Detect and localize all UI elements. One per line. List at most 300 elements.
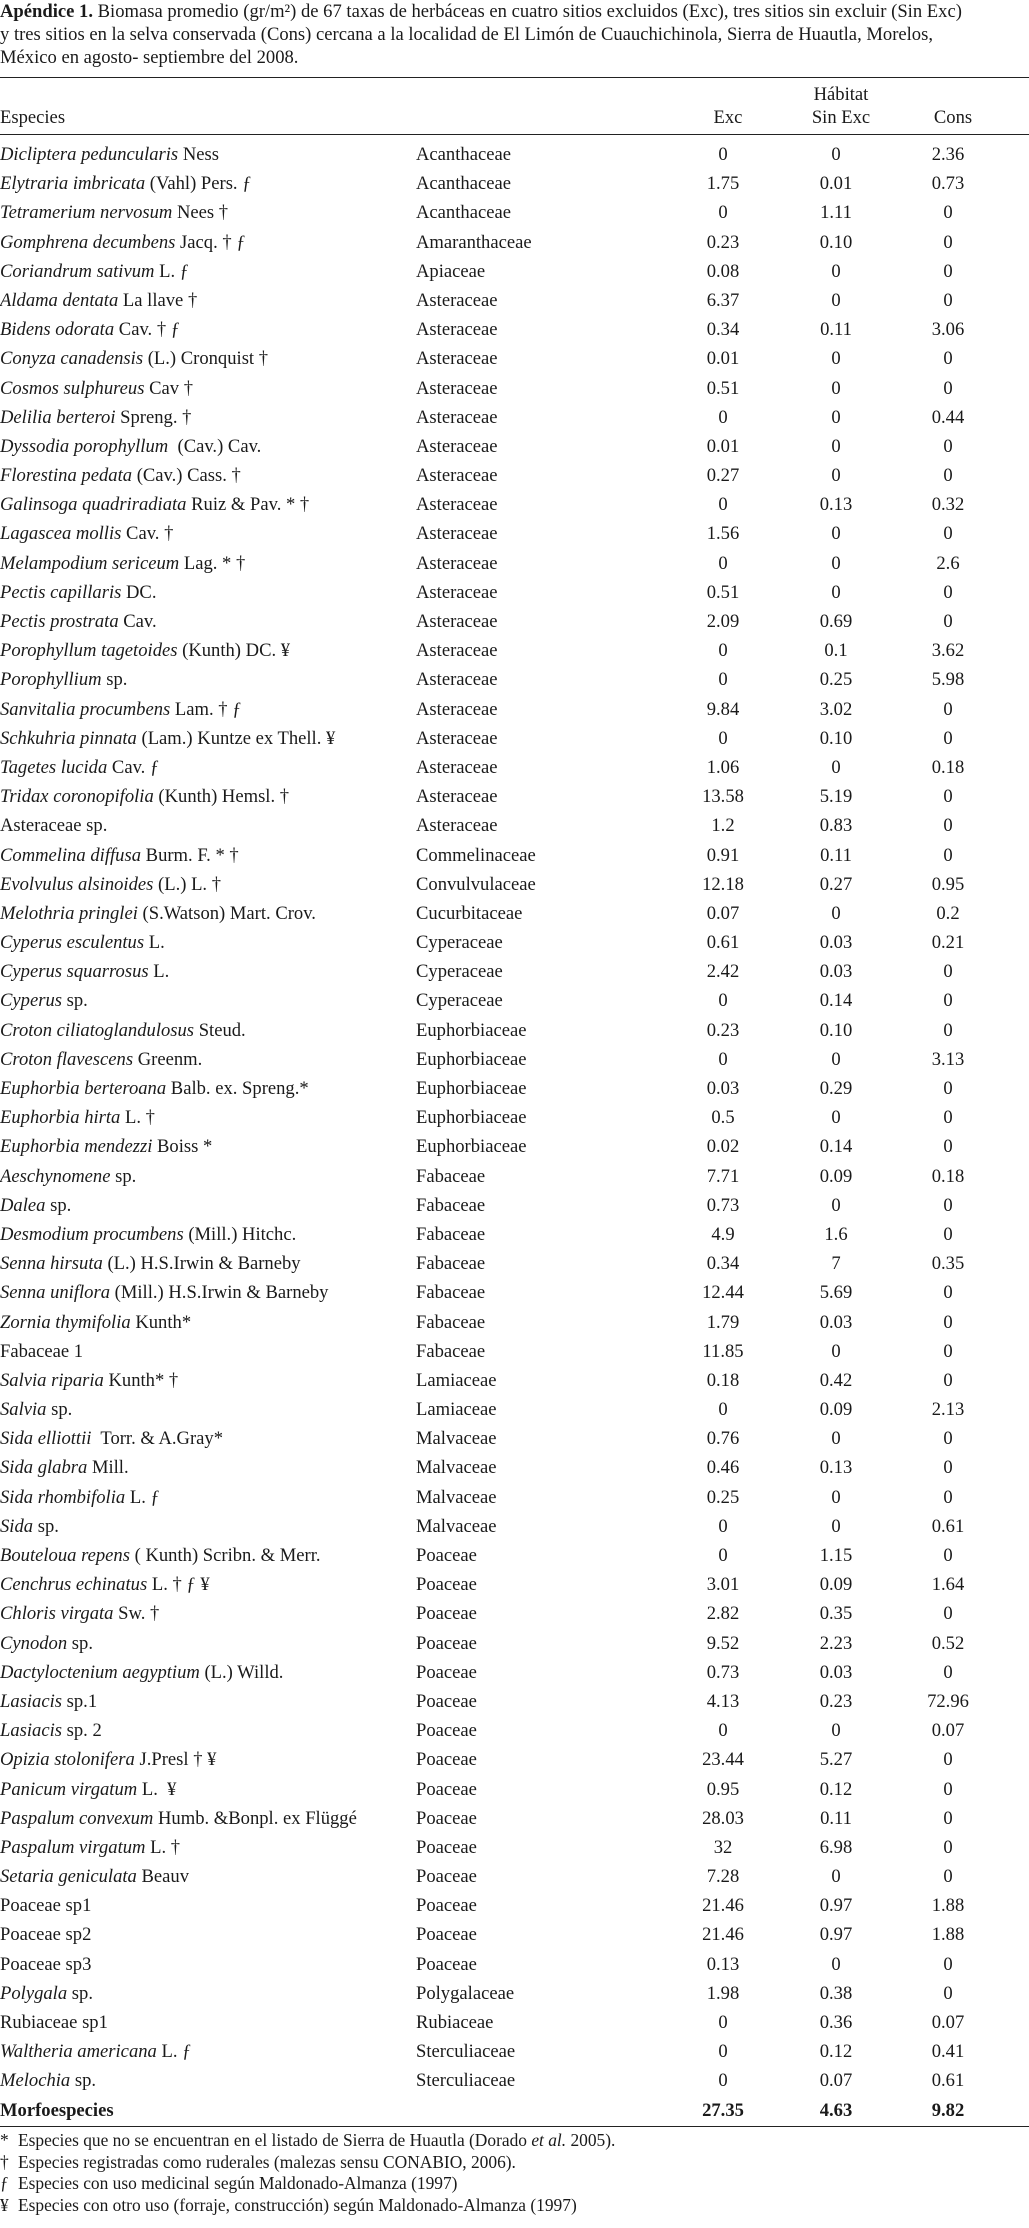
species-authority: sp. 2 (62, 1720, 102, 1742)
table-row (0, 1220, 1029, 1249)
species-authority: Humb. &Bonpl. ex Flüggé (153, 1807, 357, 1829)
family-cell: Commelinaceae (416, 844, 536, 866)
cons-value: 1.64 (931, 1574, 965, 1596)
sin-exc-value: 0 (831, 348, 841, 370)
sin-exc-value: 0 (831, 465, 841, 487)
sin-exc-value: 0.03 (819, 932, 853, 954)
species-name (0, 1483, 160, 1512)
family-cell: Poaceae (416, 1690, 477, 1712)
family-cell: Polygalaceae (416, 1982, 515, 2004)
family-cell: Malvaceae (416, 1428, 497, 1450)
table-row (0, 315, 1029, 344)
cons-value: 0 (943, 348, 953, 370)
family-cell: Fabaceae (416, 1165, 486, 1187)
species-authority: Kunth* (130, 1311, 192, 1333)
species-binomial: Euphorbia berteroana (0, 1078, 167, 1099)
species-name (0, 1950, 91, 1979)
exc-value: 0.73 (706, 1194, 740, 1216)
species-authority: sp.1 (62, 1690, 98, 1712)
species-authority: Mill. (87, 1457, 129, 1479)
cons-value: 0.95 (931, 873, 965, 895)
table-row (0, 490, 1029, 519)
species-binomial: Melochia (0, 2070, 71, 2092)
footnote (0, 2195, 1029, 2217)
footnote-symbol: ƒ (0, 2173, 9, 2194)
species-authority: (L.) H.S.Irwin & Barneby (102, 1253, 301, 1275)
header-sin-exc: Sin Exc (811, 107, 871, 128)
table-row (0, 1745, 1029, 1774)
sin-exc-value: 0 (831, 289, 841, 311)
family-cell: Poaceae (416, 1632, 477, 1654)
species-binomial: Evolvulus alsinoides (0, 873, 154, 895)
cons-value: 0.44 (931, 406, 965, 428)
table-row (0, 432, 1029, 461)
species-authority: La llave † (118, 289, 198, 311)
table-row (0, 519, 1029, 548)
table-row (0, 1045, 1029, 1074)
family-cell: Asteraceae (416, 815, 498, 837)
exc-value: 0 (718, 1515, 728, 1537)
sin-exc-value: 0.03 (819, 1311, 853, 1333)
sin-exc-value: 0 (831, 1720, 841, 1742)
family-cell: Asteraceae (416, 377, 498, 399)
footnote-text: Especies con uso medicinal según Maldonado-Almanza (1997) (18, 2173, 458, 2194)
caption-line-3: México en agosto- septiembre del 2008. (0, 47, 299, 68)
species-name (0, 607, 157, 636)
species-binomial: Cyperus esculentus (0, 932, 145, 954)
species-binomial: Dyssodia porophyllum (0, 435, 169, 457)
sin-exc-value: 0 (831, 1486, 841, 1508)
total-cons: 9.82 (931, 2099, 965, 2121)
species-binomial: Melampodium sericeum (0, 552, 180, 574)
species-binomial: Croton flavescens (0, 1048, 134, 1070)
species-binomial: Bouteloua repens (0, 1545, 130, 1566)
sin-exc-value: 0.09 (819, 1165, 853, 1187)
exc-value: 1.79 (706, 1311, 740, 1333)
exc-value: 0.25 (706, 1486, 740, 1508)
species-authority: (Mill.) H.S.Irwin & Barneby (110, 1282, 329, 1304)
species-binomial: Tridax coronopifolia (0, 786, 154, 808)
cons-value: 0 (943, 1603, 953, 1625)
family-cell: Asteraceae (416, 435, 498, 457)
species-authority: Fabaceae 1 (0, 1340, 84, 1362)
sin-exc-value: 0.69 (819, 611, 853, 632)
sin-exc-value: 0 (831, 523, 841, 545)
species-name (0, 2037, 191, 2066)
species-name (0, 1016, 246, 1045)
sin-exc-value: 0 (831, 581, 841, 603)
family-cell: Asteraceae (416, 494, 498, 516)
cons-value: 0 (943, 1194, 953, 1216)
exc-value: 0.01 (706, 435, 740, 457)
footnote-text: Especies con otro uso (forraje, construcción) según Maldonado-Almanza (1997) (18, 2194, 577, 2215)
species-authority: L. † ƒ ¥ (147, 1574, 210, 1596)
footnote-text: Especies que no se encuentran en el listado de Sierra de Huautla (Dorado (18, 2130, 532, 2150)
species-name (0, 257, 189, 286)
species-authority: Torr. & A.Gray* (91, 1428, 224, 1450)
cons-value: 2.13 (931, 1399, 965, 1421)
species-name (0, 753, 159, 782)
cons-value: 0 (943, 1340, 953, 1362)
caption-label: Apéndice 1. (0, 1, 93, 22)
table-row (0, 286, 1029, 315)
sin-exc-value: 0.14 (819, 1136, 853, 1158)
species-name (0, 1833, 180, 1862)
cons-value: 0 (943, 1953, 953, 1975)
cons-value: 0 (943, 1428, 953, 1450)
species-authority: sp. (67, 1982, 93, 2004)
table-row (0, 1512, 1029, 1541)
species-name (0, 636, 290, 665)
species-name (0, 461, 241, 490)
table-row (0, 1337, 1029, 1366)
cons-value: 0 (943, 523, 953, 545)
family-cell: Rubiaceae (416, 2012, 494, 2033)
family-cell: Lamiaceae (416, 1369, 497, 1391)
sin-exc-value: 0 (831, 1866, 841, 1888)
species-authority: L. (144, 932, 165, 954)
cons-value: 0 (943, 1545, 953, 1566)
species-name (0, 374, 193, 403)
species-binomial: Bidens odorata (0, 319, 115, 341)
cons-value: 5.98 (931, 669, 965, 691)
species-binomial: Sanvitalia procumbens (0, 698, 171, 720)
cons-value: 0 (943, 1223, 953, 1245)
species-authority: sp. (70, 2070, 97, 2092)
exc-value: 0 (718, 494, 728, 516)
table-caption (0, 0, 1029, 69)
total-sin-exc: 4.63 (819, 2099, 853, 2121)
cons-value: 0 (943, 1107, 953, 1129)
species-name (0, 870, 221, 899)
table-row (0, 2037, 1029, 2066)
species-authority: Kunth* † (103, 1369, 179, 1391)
species-binomial: Euphorbia hirta (0, 1107, 121, 1129)
table-row (0, 228, 1029, 257)
table-row (0, 1804, 1029, 1833)
sin-exc-value: 0 (831, 435, 841, 457)
table-row (0, 1395, 1029, 1424)
cons-value: 0 (943, 1982, 953, 2004)
exc-value: 0 (718, 2012, 728, 2033)
table-row (0, 169, 1029, 198)
species-name (0, 549, 245, 578)
species-binomial: Porophyllum tagetoides (0, 640, 178, 662)
exc-value: 11.85 (702, 1340, 744, 1362)
species-name (0, 403, 191, 432)
family-cell: Apiaceae (416, 260, 486, 282)
family-cell: Asteraceae (416, 756, 498, 778)
exc-value: 0.02 (706, 1136, 740, 1158)
species-authority: Poaceae sp1 (0, 1895, 92, 1917)
species-binomial: Polygala (0, 1982, 68, 2004)
species-name (0, 490, 309, 519)
species-authority: sp. (33, 1515, 59, 1537)
species-binomial: Pectis prostrata (0, 611, 119, 632)
species-authority: Rubiaceae sp1 (0, 2012, 108, 2033)
species-authority: sp. (101, 669, 128, 691)
species-binomial: Pectis capillaris (0, 581, 122, 603)
species-authority: (S.Watson) Mart. Crov. (137, 902, 316, 924)
species-authority: Lag. * † (179, 552, 246, 574)
table-row (0, 986, 1029, 1015)
species-name (0, 899, 316, 928)
species-name (0, 1366, 178, 1395)
family-cell: Cucurbitaceae (416, 902, 523, 924)
cons-value: 0 (943, 465, 953, 487)
cons-value: 0 (943, 611, 953, 632)
species-name (0, 1103, 155, 1132)
table-row (0, 1920, 1029, 1949)
exc-value: 0 (718, 727, 728, 749)
exc-value: 4.13 (706, 1690, 740, 1712)
family-cell: Fabaceae (416, 1282, 486, 1304)
family-cell: Convulvulaceae (416, 873, 536, 895)
family-cell: Poaceae (416, 1661, 477, 1683)
species-binomial: Porophyllium (0, 669, 102, 691)
family-cell: Asteraceae (416, 406, 498, 428)
table-row (0, 1366, 1029, 1395)
sin-exc-value: 5.19 (819, 786, 853, 808)
footnote (0, 2130, 1029, 2152)
family-cell: Asteraceae (416, 465, 498, 487)
table-row (0, 928, 1029, 957)
cons-value: 0 (943, 1457, 953, 1479)
table-row (0, 1191, 1029, 1220)
sin-exc-value: 0.23 (819, 1690, 853, 1712)
family-cell: Asteraceae (416, 581, 498, 603)
exc-value: 1.06 (706, 756, 740, 778)
sin-exc-value: 0.25 (819, 669, 853, 691)
sin-exc-value: 0.07 (819, 2070, 853, 2092)
species-binomial: Waltheria americana (0, 2041, 157, 2063)
header-habitat: Hábitat (813, 84, 869, 105)
family-cell: Asteraceae (416, 640, 498, 662)
table-row (0, 957, 1029, 986)
exc-value: 0.34 (706, 319, 740, 341)
sin-exc-value: 0.11 (820, 844, 852, 866)
cons-value: 0.2 (936, 902, 960, 924)
sin-exc-value: 0.42 (819, 1369, 853, 1391)
table-row (0, 870, 1029, 899)
species-authority: Poaceae sp3 (0, 1953, 92, 1975)
cons-value: 72.96 (927, 1690, 969, 1712)
species-authority: sp. (61, 990, 88, 1012)
family-cell: Asteraceae (416, 348, 498, 370)
footnote-symbol: † (0, 2151, 9, 2172)
species-authority: L. ƒ (125, 1486, 160, 1508)
species-authority: Cav. † (121, 523, 174, 545)
cons-value: 0 (943, 1311, 953, 1333)
species-authority: (Vahl) Pers. ƒ (145, 173, 252, 195)
cons-value: 0 (943, 1807, 953, 1829)
table-row (0, 841, 1029, 870)
cons-value: 0 (943, 1778, 953, 1800)
header-cons: Cons (933, 107, 973, 128)
species-name (0, 1599, 159, 1628)
table-row (0, 782, 1029, 811)
footnotes (0, 2130, 1029, 2216)
species-authority: Cav. (118, 611, 157, 632)
cons-value: 0.73 (931, 173, 965, 195)
exc-value: 7.28 (706, 1866, 740, 1888)
species-authority: Jacq. † ƒ (175, 231, 246, 253)
exc-value: 0 (718, 1048, 728, 1070)
family-cell: Amaranthaceae (416, 231, 532, 253)
cons-value: 0.07 (931, 1720, 965, 1742)
species-authority: Poaceae sp2 (0, 1924, 92, 1946)
sin-exc-value: 0 (831, 1107, 841, 1129)
species-binomial: Croton ciliatoglandulosus (0, 1019, 195, 1041)
sin-exc-value: 0.97 (819, 1895, 853, 1917)
family-cell: Poaceae (416, 1807, 477, 1829)
table-row (0, 1424, 1029, 1453)
species-name (0, 665, 127, 694)
table-row (0, 1629, 1029, 1658)
exc-value: 2.42 (706, 961, 740, 983)
exc-value: 0.95 (706, 1778, 740, 1800)
exc-value: 0 (718, 552, 728, 574)
species-binomial: Cosmos sulphureus (0, 377, 145, 399)
table-row (0, 1775, 1029, 1804)
exc-value: 12.44 (702, 1282, 744, 1304)
species-binomial: Florestina pedata (0, 465, 133, 487)
species-binomial: Senna uniflora (0, 1282, 111, 1304)
exc-value: 0 (718, 2070, 728, 2092)
table-row (0, 1950, 1029, 1979)
cons-value: 0 (943, 961, 953, 983)
species-authority: L. ¥ (137, 1778, 177, 1800)
family-cell: Fabaceae (416, 1223, 486, 1245)
species-name (0, 2066, 96, 2095)
exc-value: 12.18 (702, 873, 744, 895)
species-binomial: Schkuhria pinnata (0, 727, 137, 749)
sin-exc-value: 0 (831, 552, 841, 574)
sin-exc-value: 0.09 (819, 1399, 853, 1421)
caption-line-2: y tres sitios en la selva conservada (Cons) cercana a la localidad de El Limón de Cuauchichinola, Sierra de Huautla, Morelos, (0, 24, 933, 45)
table-row (0, 665, 1029, 694)
species-binomial: Setaria geniculata (0, 1866, 137, 1888)
family-cell: Asteraceae (416, 698, 498, 720)
sin-exc-value: 1.11 (820, 202, 852, 224)
exc-value: 0.91 (706, 844, 740, 866)
species-binomial: Commelina diffusa (0, 844, 142, 866)
species-binomial: Lagascea mollis (0, 523, 122, 545)
cons-value: 0.35 (931, 1253, 965, 1275)
species-name (0, 957, 169, 986)
exc-value: 0 (718, 202, 728, 224)
footnote-tail: 2005). (566, 2130, 616, 2150)
species-binomial: Salvia (0, 1399, 47, 1421)
exc-value: 21.46 (702, 1924, 744, 1946)
table-row (0, 753, 1029, 782)
species-authority: Boiss * (152, 1136, 213, 1158)
sin-exc-value: 0.03 (819, 961, 853, 983)
cons-value: 1.88 (931, 1924, 965, 1946)
table-row (0, 607, 1029, 636)
exc-value: 6.37 (706, 289, 740, 311)
cons-value: 0 (943, 1486, 953, 1508)
total-row (0, 2096, 1029, 2125)
species-name (0, 198, 228, 227)
species-authority: Burm. F. * † (141, 844, 239, 866)
footnote-italic: et al. (531, 2130, 567, 2150)
family-cell: Fabaceae (416, 1311, 486, 1333)
species-name (0, 724, 335, 753)
cons-value: 0 (943, 1136, 953, 1158)
family-cell: Acanthaceae (416, 202, 511, 224)
cons-value: 3.06 (931, 319, 965, 341)
table-row (0, 1833, 1029, 1862)
table-row (0, 724, 1029, 753)
cons-value: 0.52 (931, 1632, 965, 1654)
species-authority: sp. (45, 1194, 72, 1216)
cons-value: 3.62 (931, 640, 965, 662)
species-name (0, 1074, 309, 1103)
cons-value: 0 (943, 1369, 953, 1391)
family-cell: Poaceae (416, 1866, 477, 1888)
table-row (0, 1599, 1029, 1628)
cons-value: 2.36 (931, 144, 965, 165)
table-row (0, 1132, 1029, 1161)
exc-value: 1.98 (706, 1982, 740, 2004)
table-row (0, 695, 1029, 724)
species-authority: sp. (110, 1165, 137, 1187)
cons-value: 0.18 (931, 756, 965, 778)
family-cell: Asteraceae (416, 611, 498, 632)
table-row (0, 1570, 1029, 1599)
exc-value: 0 (718, 1399, 728, 1421)
species-binomial: Dalea (0, 1194, 46, 1216)
bottom-rule (0, 2126, 1029, 2127)
species-name (0, 1570, 210, 1599)
species-binomial: Desmodium procumbens (0, 1223, 184, 1245)
species-binomial: Dicliptera peduncularis (0, 144, 179, 165)
header-species: Especies (0, 107, 66, 128)
cons-value: 0 (943, 1749, 953, 1771)
sin-exc-value: 0.13 (819, 1457, 853, 1479)
sin-exc-value: 0.36 (819, 2012, 853, 2033)
species-authority: (Cav.) Cav. (168, 435, 262, 457)
table-row (0, 1162, 1029, 1191)
species-authority: sp. (67, 1632, 93, 1654)
species-authority: L. ƒ (156, 2041, 192, 2063)
exc-value: 0.03 (706, 1078, 740, 1099)
footnote-symbol: ¥ (0, 2194, 9, 2215)
exc-value: 28.03 (702, 1807, 744, 1829)
cons-value: 0.41 (931, 2041, 965, 2063)
sin-exc-value: 5.69 (819, 1282, 853, 1304)
exc-value: 32 (713, 1836, 733, 1858)
family-cell: Poaceae (416, 1603, 477, 1625)
sin-exc-value: 0.83 (819, 815, 853, 837)
cons-value: 0 (943, 289, 953, 311)
species-binomial: Cyperus (0, 990, 62, 1012)
species-authority: Ness (178, 144, 219, 165)
table-row (0, 461, 1029, 490)
table-row (0, 1103, 1029, 1132)
table-row (0, 1308, 1029, 1337)
species-binomial: Delilia berteroi (0, 406, 116, 428)
table-row (0, 1278, 1029, 1307)
family-cell: Sterculiaceae (416, 2070, 516, 2092)
cons-value: 0 (943, 698, 953, 720)
cons-value: 0 (943, 990, 953, 1012)
sin-exc-value: 0.11 (820, 319, 852, 341)
exc-value: 9.84 (706, 698, 740, 720)
exc-value: 1.75 (706, 173, 740, 195)
exc-value: 1.2 (711, 815, 735, 837)
